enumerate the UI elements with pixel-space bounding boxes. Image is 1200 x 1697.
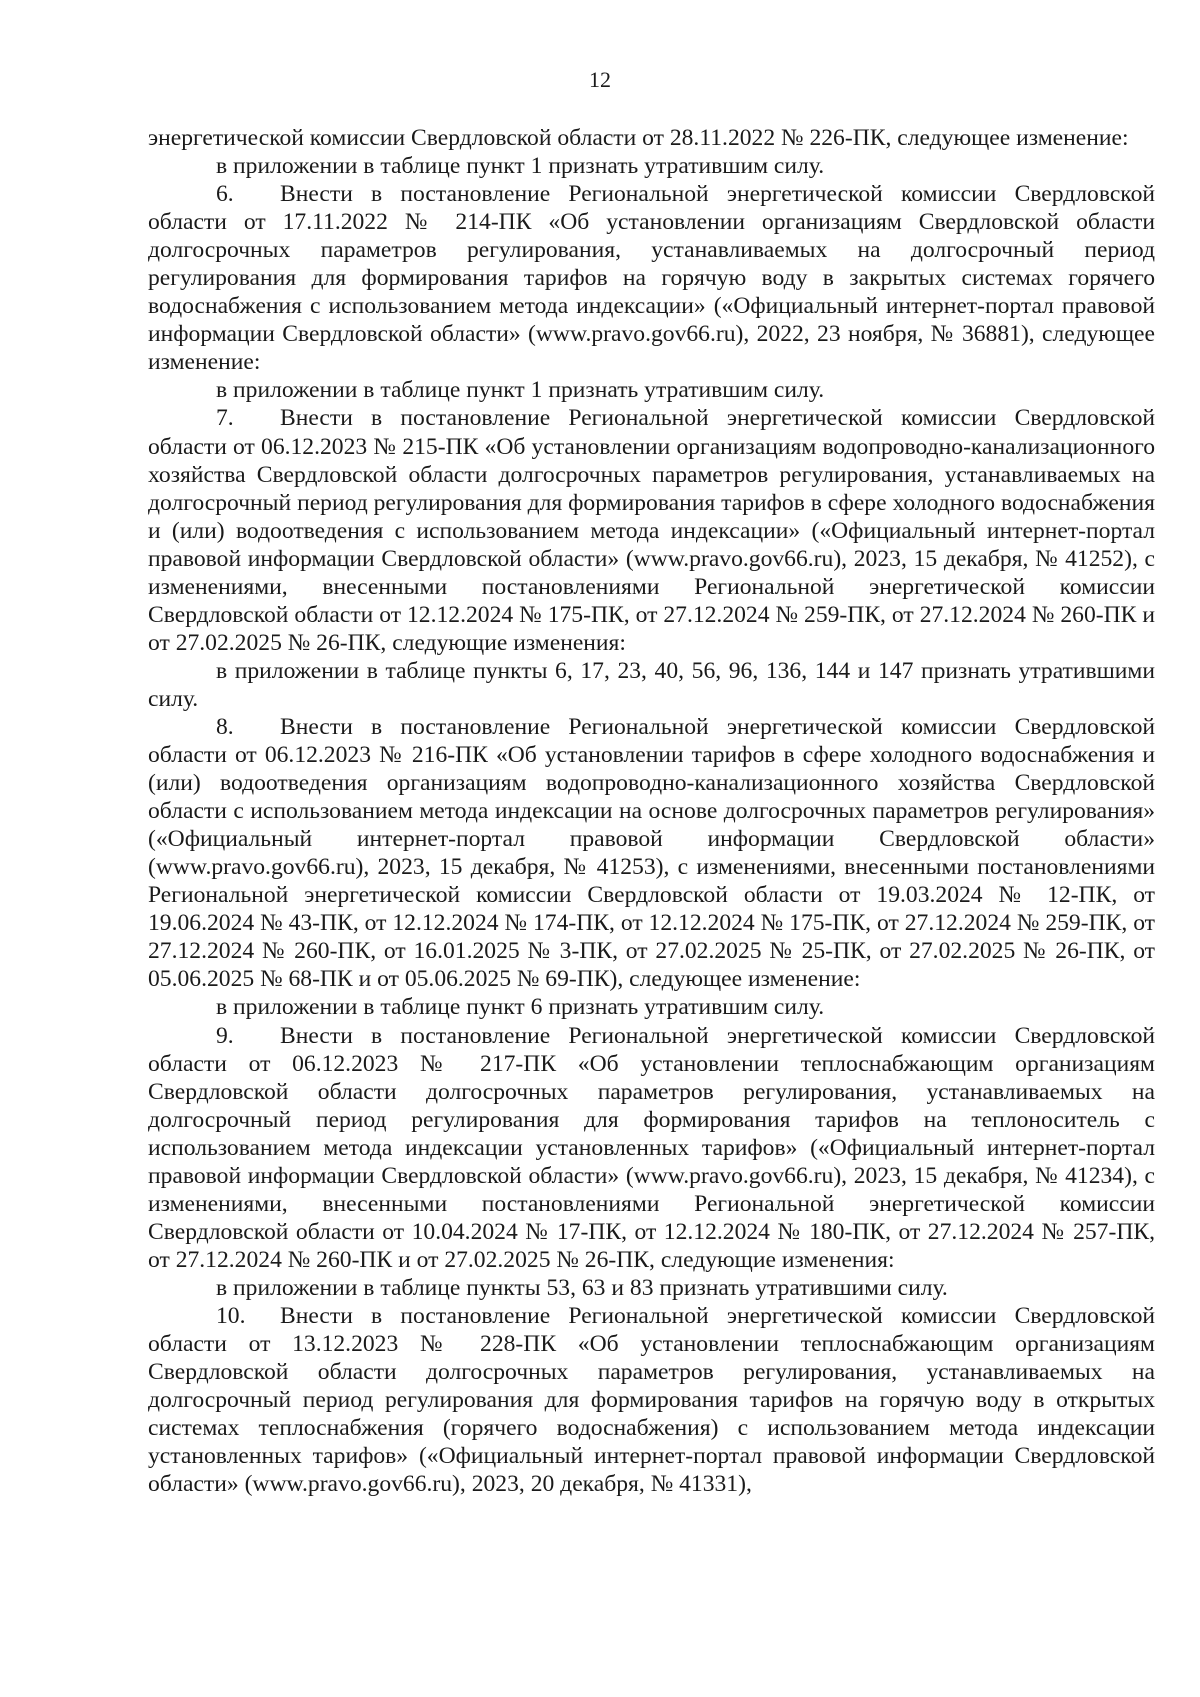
paragraph-text: энергетической комиссии Свердловской области от 28.11.2022 № 226-ПК, следующее изменение: (148, 125, 1129, 151)
paragraph-item-10 (148, 1302, 1155, 1498)
paragraph-text: Внести в постановление Региональной энергетической комиссии Свердловской области от 06.12.2023 № 216-ПК «Об установлении тарифов в сфере холодного водоснабжения и (или) водоотведения организациям водопроводно-канализационного хозяйства Свердловской области с использованием метода индексации на основе долгосрочных параметров регулирования» («Официальный интернет-портал правовой информации Свердловской области» (www.pravo.gov66.ru), 2023, 15 декабря, № 41253), с изменениями, внесенными постановлениями Региональной энергетической комиссии Свердловской области от 19.03.2024 № 12-ПК, от 19.06.2024 № 43-ПК, от 12.12.2024 № 174-ПК, от 12.12.2024 № 175-ПК, от 27.12.2024 № 259-ПК, от 27.12.2024 № 260-ПК, от 16.01.2025 № 3-ПК, от 27.02.2025 № 25-ПК, от 27.02.2025 № 26-ПК, от 05.06.2025 № 68-ПК и от 05.06.2025 № 69-ПК), следующее изменение: (148, 713, 1155, 993)
paragraph-item-6 (148, 180, 1155, 376)
paragraph-amendment (148, 993, 1155, 1021)
paragraph-item-9 (148, 1022, 1155, 1274)
paragraph-continuation (148, 124, 1155, 152)
item-number: 10. (216, 1302, 246, 1329)
paragraph-item-8 (148, 713, 1155, 993)
paragraph-amendment (148, 376, 1155, 404)
paragraph-text: в приложении в таблице пункт 1 признать утратившим силу. (216, 377, 825, 404)
paragraph-text: Внести в постановление Региональной энергетической комиссии Свердловской области от 06.12.2023 № 215-ПК «Об установлении организациям водопроводно-канализационного хозяйства Свердловской области долгосрочных параметров регулирования, устанавливаемых на долгосрочный период регулирования для формирования тарифов в сфере холодного водоснабжения и (или) водоотведения с использованием метода индексации» («Официальный интернет-портал правовой информации Свердловской области» (www.pravo.gov66.ru), 2023, 15 декабря, № 41252), с изменениями, внесенными постановлениями Региональной энергетической комиссии Свердловской области от 12.12.2024 № 175-ПК, от 27.12.2024 № 259-ПК, от 27.12.2024 № 260-ПК и от 27.02.2025 № 26-ПК, следующие изменения: (148, 405, 1155, 656)
item-number: 8. (216, 713, 234, 740)
paragraph-text: Внести в постановление Региональной энергетической комиссии Свердловской области от 17.11.2022 № 214-ПК «Об установлении организациям Свердловской области долгосрочных параметров регулирования, устанавливаемых на долгосрочный период регулирования для формирования тарифов на горячую воду в закрытых системах горячего водоснабжения с использованием метода индексации» («Официальный интернет-портал правовой информации Свердловской области» (www.pravo.gov66.ru), 2022, 23 ноября, № 36881), следующее изменение: (148, 181, 1155, 376)
paragraph-text: в приложении в таблице пункты 53, 63 и 83 признать утратившими силу. (216, 1274, 948, 1301)
paragraph-text: Внести в постановление Региональной энергетической комиссии Свердловской области от 13.12.2023 № 228-ПК «Об установлении теплоснабжающим организациям Свердловской области долгосрочных параметров регулирования, устанавливаемых на долгосрочный период регулирования для формирования тарифов на горячую воду в открытых системах теплоснабжения (горячего водоснабжения) с использованием метода индексации установленных тарифов» («Официальный интернет-портал правовой информации Свердловской области» (www.pravo.gov66.ru), 2023, 20 декабря, № 41331), (148, 1302, 1155, 1498)
paragraph-text: Внести в постановление Региональной энергетической комиссии Свердловской области от 06.12.2023 № 217-ПК «Об установлении теплоснабжающим организациям Свердловской области долгосрочных параметров регулирования, устанавливаемых на долгосрочный период регулирования для формирования тарифов на теплоноситель с использованием метода индексации установленных тарифов» («Официальный интернет-портал правовой информации Свердловской области» (www.pravo.gov66.ru), 2023, 15 декабря, № 41234), с изменениями, внесенными постановлениями Региональной энергетической комиссии Свердловской области от 10.04.2024 № 17-ПК, от 12.12.2024 № 180-ПК, от 27.12.2024 № 257-ПК, от 27.12.2024 № 260-ПК и от 27.02.2025 № 26-ПК, следующие изменения: (148, 1022, 1155, 1273)
document-body (148, 124, 1155, 1498)
paragraph-amendment (148, 152, 1155, 180)
item-number: 6. (216, 181, 234, 208)
paragraph-text: в приложении в таблице пункт 1 признать утратившим силу. (216, 153, 825, 180)
page-number: 12 (589, 67, 611, 92)
paragraph-amendment (148, 657, 1155, 713)
paragraph-amendment (148, 1274, 1155, 1302)
paragraph-text: в приложении в таблице пункты 6, 17, 23, 40, 56, 96, 136, 144 и 147 признать утратившими силу. (148, 657, 1155, 712)
paragraph-text: в приложении в таблице пункт 6 признать утратившим силу. (216, 994, 825, 1021)
paragraph-item-7 (148, 404, 1155, 656)
item-number: 9. (216, 1022, 234, 1049)
item-number: 7. (216, 405, 234, 432)
